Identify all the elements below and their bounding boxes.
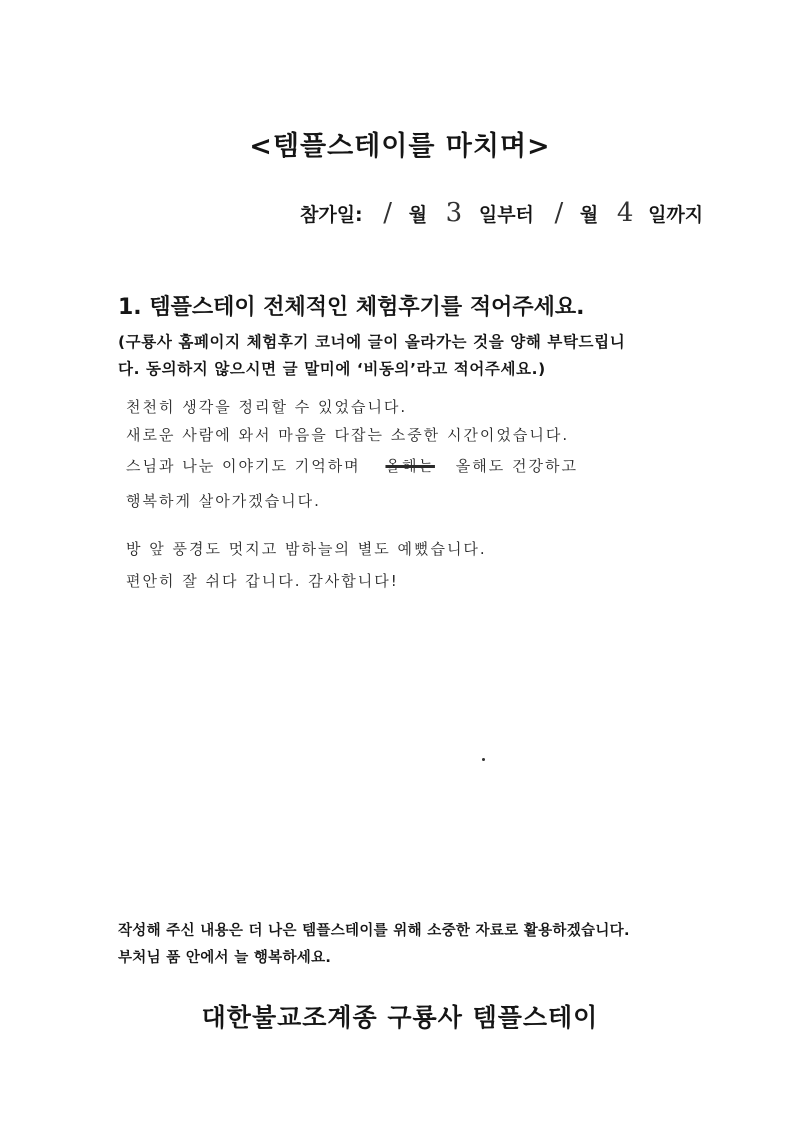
start-month-handwritten: / xyxy=(383,198,393,228)
end-day-handwritten: 4 xyxy=(616,198,634,228)
answer-line-3-text: 스님과 나눈 이야기도 기억하며 xyxy=(126,457,361,475)
month-label-end: 월 xyxy=(579,204,599,226)
from-label: 일부터 xyxy=(478,204,534,226)
closing-line-2: 부처님 품 안에서 늘 행복하세요. xyxy=(118,950,332,966)
question-note-line-1: (구룡사 홈페이지 체험후기 코너에 글이 올라가는 것을 양해 부탁드립니 xyxy=(118,333,626,351)
ink-dot xyxy=(482,758,485,761)
participation-date xyxy=(300,198,703,232)
page-title: <템플스테이를 마치며> xyxy=(249,131,551,162)
organization-footer: 대한불교조계종 구룡사 템플스테이 xyxy=(201,1003,599,1032)
start-day-handwritten: 3 xyxy=(445,198,463,228)
month-label-start: 월 xyxy=(408,204,428,226)
answer-line-6: 편안히 잘 쉬다 갑니다. 감사합니다! xyxy=(126,572,399,590)
answer-line-3-continued: 올해도 건강하고 xyxy=(455,457,578,475)
question-note-line-2: 다. 동의하지 않으시면 글 말미에 ‘비동의’라고 적어주세요.) xyxy=(118,360,546,378)
end-month-handwritten: / xyxy=(554,198,564,228)
closing-line-1: 작성해 주신 내용은 더 나은 템플스테이를 위해 소중한 자료로 활용하겠습니다. xyxy=(118,923,630,939)
date-label: 참가일: xyxy=(300,204,363,226)
until-label: 일까지 xyxy=(648,204,704,226)
answer-struck-text: 올해는 xyxy=(385,457,435,475)
answer-line-3 xyxy=(126,455,578,476)
answer-line-2: 새로운 사람에 와서 마음을 다잡는 소중한 시간이었습니다. xyxy=(126,426,570,444)
answer-line-1: 천천히 생각을 정리할 수 있었습니다. xyxy=(126,398,408,416)
answer-line-4: 행복하게 살아가겠습니다. xyxy=(126,492,321,510)
answer-line-5: 방 앞 풍경도 멋지고 밤하늘의 별도 예뻤습니다. xyxy=(126,540,487,558)
question-heading: 1. 템플스테이 전체적인 체험후기를 적어주세요. xyxy=(118,295,585,320)
